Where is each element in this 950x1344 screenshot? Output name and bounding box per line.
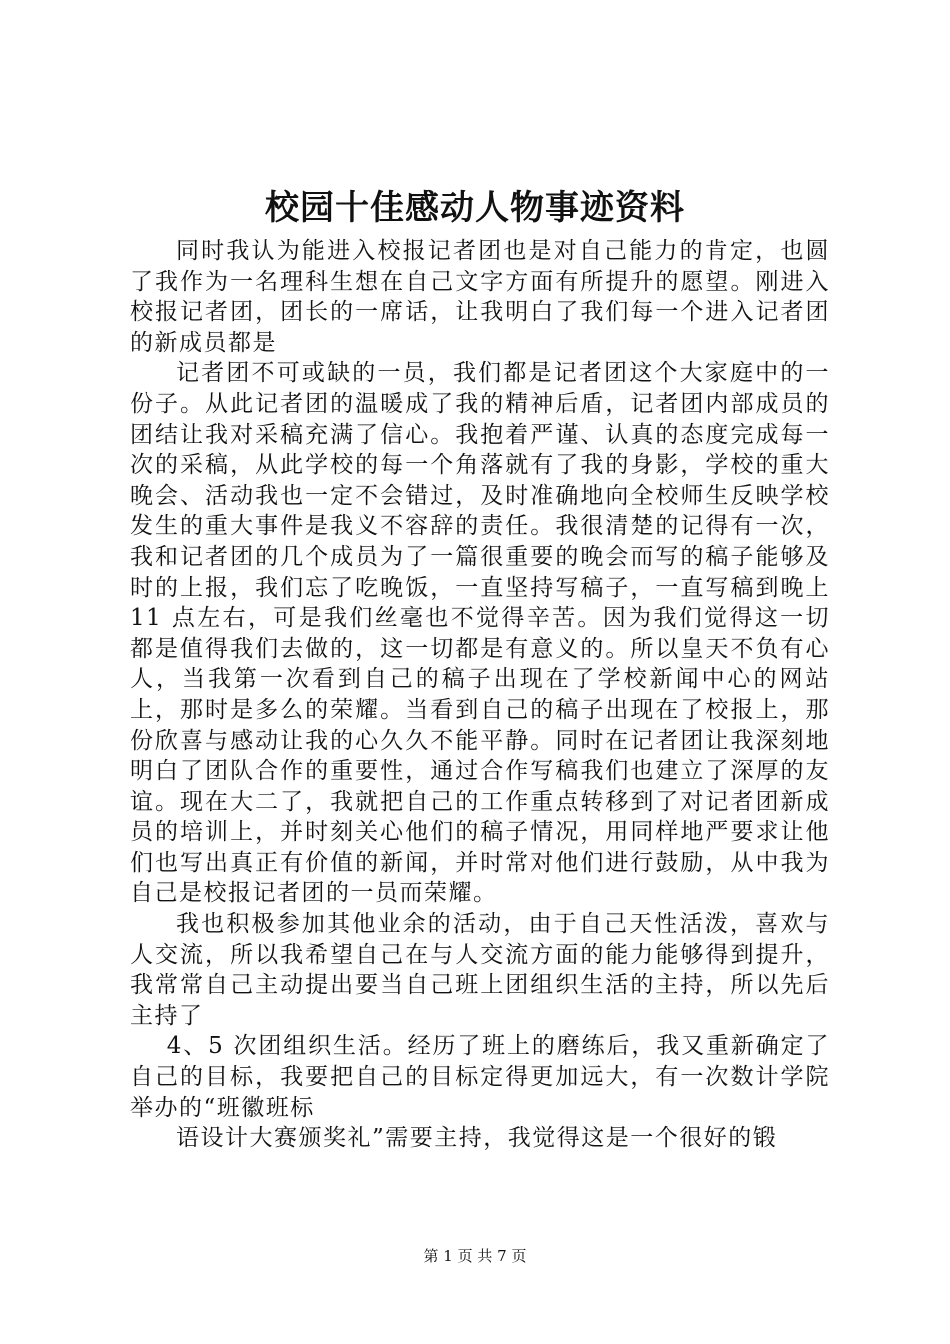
page-footer: 第 1 页 共 7 页 — [423, 1247, 527, 1265]
paragraph-3: 我也积极参加其他业余的活动，由于自己天性活泼，喜欢与人交流，所以我希望自己在与人交流方面的能力能够得到提升，我常常自己主动提出要当自己班上团组织生活的主持，所以先后主持了 — [130, 911, 830, 1029]
paragraph-2: 记者团不可或缺的一员，我们都是记者团这个大家庭中的一份子。从此记者团的温暖成了我的精神后盾，记者团内部成员的团结让我对采稿充满了信心。我抱着严谨、认真的态度完成每一次的采稿，从此学校的每一个角落就有了我的身影，学校的重大晚会、活动我也一定不会错过，及时准确地向全校师生反映学校发生的重大事件是我义不容辞的责任。我很清楚的记得有一次，我和记者团的几个成员为了一篇很重要的晚会而写的稿子能够及时的上报，我们忘了吃晚饭，一直坚持写稿子，一直写稿到晚上 11 点左右，可是我们丝毫也不觉得辛苦。因为我们觉得这一切都是值得我们去做的，这一切都是有意义的。所以皇天不负有心人，当我第一次看到自己的稿子出现在了学校新闻中心的网站上，那时是多么的荣耀。当看到自己的稿子出现在了校报上，那份欣喜与感动让我的心久久不能平静。同时在记者团让我深刻地明白了团队合作的重要性，通过合作写稿我们也建立了深厚的友谊。现在大二了，我就把自己的工作重点转移到了对记者团新成员的培训上，并时刻关心他们的稿子情况，用同样地严要求让他们也写出真正有价值的新闻，并时常对他们进行鼓励，从中我为自己是校报记者团的一员而荣耀。 — [130, 360, 830, 907]
paragraph-4: 4、5 次团组织生活。经历了班上的磨练后，我又重新确定了自己的目标，我要把自己的目标定得更加远大，有一次数计学院举办的“班徽班标 — [130, 1033, 830, 1121]
paragraph-1: 同时我认为能进入校报记者团也是对自己能力的肯定，也圆了我作为一名理科生想在自己文字方面有所提升的愿望。刚进入校报记者团，团长的一席话，让我明白了我们每一个进入记者团的新成员都是 — [130, 238, 830, 356]
document-body — [130, 236, 830, 1154]
paragraph-5: 语设计大赛颁奖礼”需要主持，我觉得这是一个很好的锻 — [176, 1125, 778, 1152]
document-title: 校园十佳感动人物事迹资料 — [265, 188, 685, 228]
